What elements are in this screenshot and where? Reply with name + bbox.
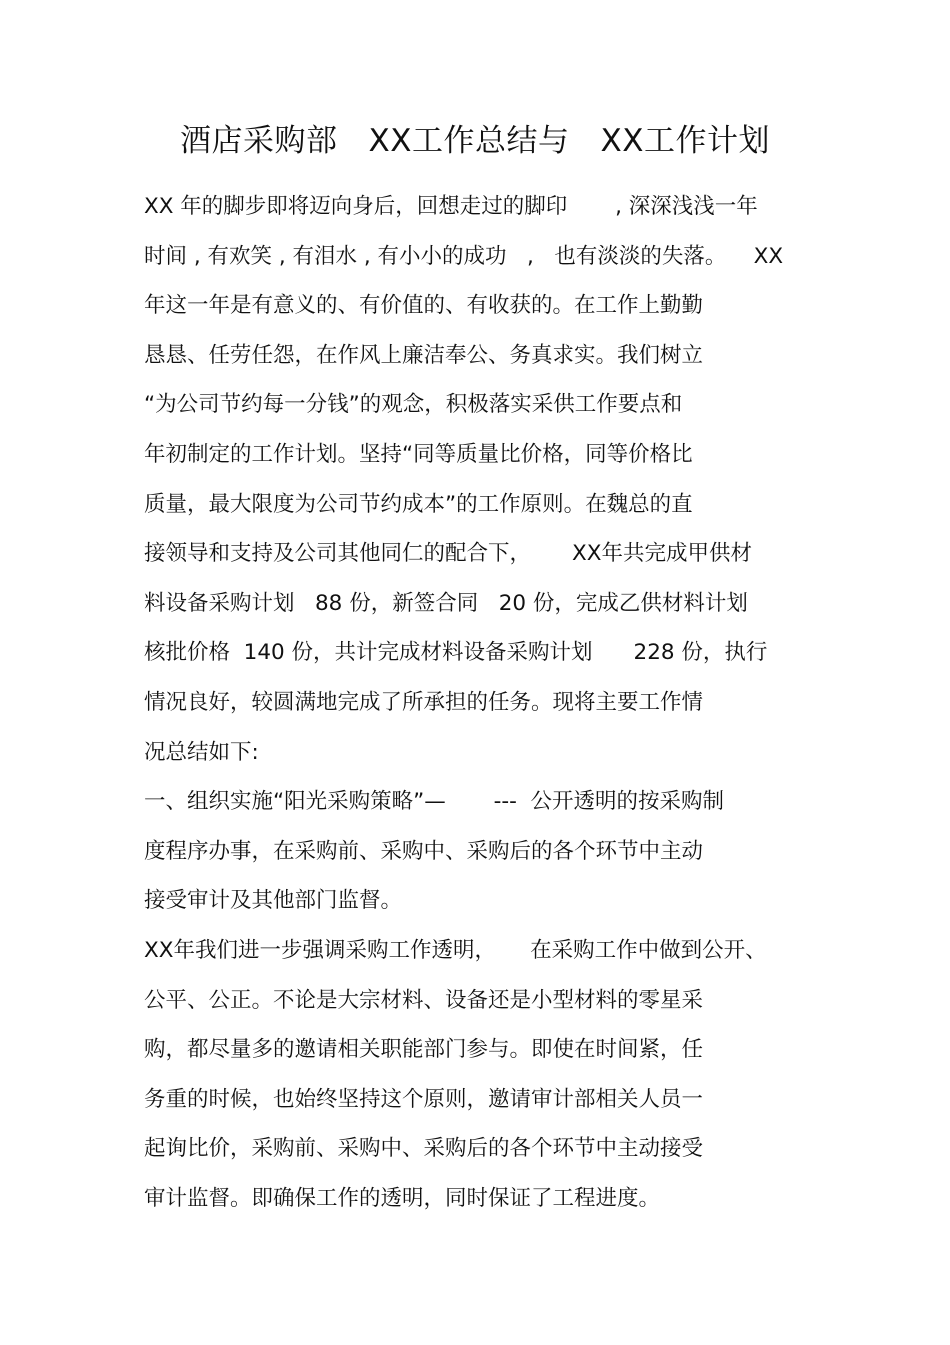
body-line: XX 年的脚步即将迈向身后，回想走过的脚印 , 深深浅浅一年 (144, 194, 758, 219)
document-title: 酒店采购部 XX工作总结与 XX工作计划 (179, 123, 771, 159)
body-line: 接领导和支持及公司其他同仁的配合下， XX年共完成甲供材 (144, 541, 752, 567)
body-line: 务重的时候，也始终坚持这个原则，邀请审计部相关人员一 (144, 1086, 704, 1112)
body-line: 审计监督。即确保工作的透明，同时保证了工程进度。 (144, 1185, 661, 1211)
body-line: 公平、公正。不论是大宗材料、设备还是小型材料的零星采 (144, 987, 704, 1013)
body-line: 起询比价，采购前、采购中、采购后的各个环节中主动接受 (144, 1136, 704, 1162)
body-line: 料设备采购计划 88 份，新签合同 20 份，完成乙供材料计划 (144, 590, 748, 616)
body-line: XX年我们进一步强调采购工作透明， 在采购工作中做到公开、 (144, 937, 767, 963)
body-line: “为公司节约每一分钱”的观念，积极落实采供工作要点和 (144, 392, 683, 418)
body-line: 年这一年是有意义的、有价值的、有收获的。在工作上勤勤 (144, 293, 704, 319)
body-line: 年初制定的工作计划。坚持“同等质量比价格，同等价格比 (144, 441, 693, 467)
body-line: 时间 , 有欢笑 , 有泪水 , 有小小的成功 , 也有淡淡的失落。 XX (144, 243, 784, 269)
body-line: 恳恳、任劳任怨，在作风上廉洁奉公、务真求实。我们树立 (144, 342, 704, 368)
document-body (144, 188, 924, 1229)
body-line: 情况良好，较圆满地完成了所承担的任务。现将主要工作情 (144, 689, 704, 715)
body-line: 接受审计及其他部门监督。 (144, 888, 403, 914)
body-line: 一、组织实施“阳光采购策略”— --- 公开透明的按采购制 (144, 789, 725, 815)
body-line: 购，都尽量多的邀请相关职能部门参与。即使在时间紧，任 (144, 1037, 704, 1063)
body-line: 度程序办事，在采购前、采购中、采购后的各个环节中主动 (144, 838, 704, 864)
body-line: 质量，最大限度为公司节约成本”的工作原则。在魏总的直 (144, 491, 693, 517)
body-line: 况总结如下: (144, 739, 259, 765)
body-line: 核批价格 140 份，共计完成材料设备采购计划 228 份，执行 (144, 640, 768, 666)
